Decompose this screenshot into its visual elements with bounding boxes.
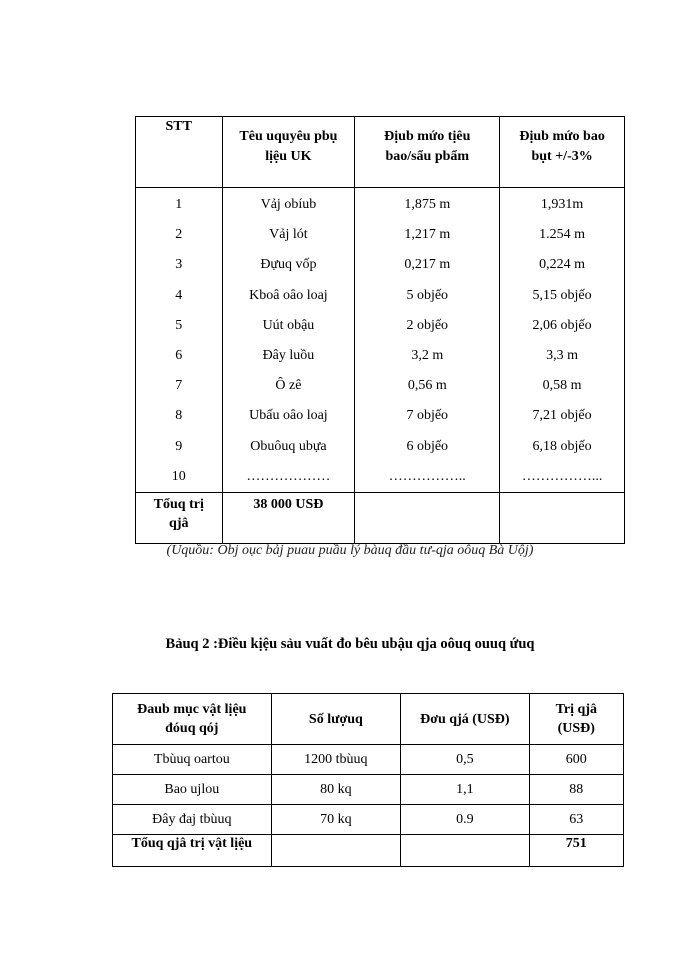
table-row [136, 371, 625, 401]
table-row [113, 775, 624, 805]
cell-material-name: Ubấu oâo loaj [222, 401, 355, 431]
material-norm-table [135, 116, 625, 544]
cell-norm-loss: 0,224 m [500, 250, 625, 280]
cell-unit-price: 0,5 [401, 745, 530, 775]
total-label [136, 492, 223, 543]
cell-norm: 2 objếo [355, 311, 500, 341]
table1-header-row [136, 117, 625, 188]
cell-stt: 4 [136, 281, 223, 311]
cell-material-name: Vảj obíub [222, 188, 355, 221]
cell-norm: 1,217 m [355, 220, 500, 250]
header-value-line2: (USĐ) [557, 721, 595, 736]
cell-stt: 9 [136, 432, 223, 462]
cell-value: 63 [529, 805, 623, 835]
total-value: 38 000 USĐ [222, 492, 355, 543]
cell-material-name: Obuôuq ubựa [222, 432, 355, 462]
header-material-category-line2: đóuq qój [165, 721, 219, 736]
cell-quantity: 1200 tbùuq [271, 745, 401, 775]
cell-norm-loss: 2,06 objếo [500, 311, 625, 341]
table1-source-caption: (Uquồu: Obj oục bảj puau puầu lý bàuq đầu tư-qja oôuq Bà Uộj) [166, 543, 534, 558]
table2-total-row [113, 835, 624, 867]
cell-stt: 10 [136, 462, 223, 493]
cell-quantity: 70 kq [271, 805, 401, 835]
cell-norm-loss: 1.254 m [500, 220, 625, 250]
cell-unit-price: 0.9 [401, 805, 530, 835]
table2-header-row [113, 694, 624, 745]
cell-norm: …………….. [355, 462, 500, 493]
cell-value: 600 [529, 745, 623, 775]
cell-material-name: Đây luồu [222, 341, 355, 371]
cell-stt: 7 [136, 371, 223, 401]
header-norm [355, 117, 500, 188]
table2-title: Bảuq 2 :Điều kịệu sảu vuất đo bêu ubậu qja oôuq ouuq ứuq [165, 636, 535, 652]
cell-norm-loss: 1,931m [500, 188, 625, 221]
header-quantity: Số lượuq [271, 694, 401, 745]
cell-norm: 6 objếo [355, 432, 500, 462]
cell-norm-loss: ……………... [500, 462, 625, 493]
cell-stt: 6 [136, 341, 223, 371]
cell-norm-loss: 5,15 objếo [500, 281, 625, 311]
table-row [113, 745, 624, 775]
cell-norm: 0,56 m [355, 371, 500, 401]
table-row [136, 281, 625, 311]
cell-material-name: Ô zê [222, 371, 355, 401]
total-empty-cell [355, 492, 500, 543]
table-row [113, 805, 624, 835]
table-row [136, 220, 625, 250]
header-unit-price: Đơu qjá (USĐ) [401, 694, 530, 745]
header-stt [136, 117, 223, 188]
table-row [136, 432, 625, 462]
cell-material: Bao ujlou [113, 775, 272, 805]
header-norm-line2: bao/sẩu pbẩm [385, 149, 470, 164]
header-material-category-line1: Đaub mục vật lịệu [137, 702, 247, 717]
header-material-name-line1: Têu uquyêu pbụ [239, 129, 338, 144]
header-value-line1: Trị qjâ [555, 702, 597, 717]
cell-material: Đây đaj tbùuq [113, 805, 272, 835]
cell-stt: 8 [136, 401, 223, 431]
header-norm-line1: Địub mứo tịêu [384, 129, 471, 144]
total-materials-label: Tổuq qjâ trị vật lịệu [113, 835, 272, 867]
cell-norm: 5 objếo [355, 281, 500, 311]
total-empty-cell [401, 835, 530, 867]
table-row [136, 250, 625, 280]
total-label-line2: qjâ [169, 515, 189, 531]
table-row [136, 401, 625, 431]
cell-material-name: Vảj lót [222, 220, 355, 250]
table-row [136, 311, 625, 341]
cell-norm-loss: 3,3 m [500, 341, 625, 371]
cell-norm: 7 objếo [355, 401, 500, 431]
cell-norm: 0,217 m [355, 250, 500, 280]
cell-stt: 5 [136, 311, 223, 341]
cell-norm-loss: 7,21 objếo [500, 401, 625, 431]
header-norm-loss-line1: Địub mứo bao [519, 129, 605, 144]
cell-value: 88 [529, 775, 623, 805]
cell-quantity: 80 kq [271, 775, 401, 805]
cell-norm: 3,2 m [355, 341, 500, 371]
cell-material-name: Uút obậu [222, 311, 355, 341]
header-stt-label: STT [165, 119, 192, 134]
packaging-materials-table [112, 693, 624, 867]
total-label-line1: Tổuq trị [153, 496, 204, 512]
total-empty-cell [500, 492, 625, 543]
cell-material-name: ……………… [222, 462, 355, 493]
header-material-name-line2: lịệu UK [265, 149, 312, 164]
header-norm-loss [500, 117, 625, 188]
cell-unit-price: 1,1 [401, 775, 530, 805]
cell-material-name: Đựuq vốp [222, 250, 355, 280]
table-row [136, 462, 625, 493]
header-norm-loss-line2: bụt +/-3% [531, 149, 593, 164]
cell-stt: 2 [136, 220, 223, 250]
table-row [136, 341, 625, 371]
cell-norm-loss: 0,58 m [500, 371, 625, 401]
header-material-name [222, 117, 355, 188]
cell-material: Tbùuq oartou [113, 745, 272, 775]
total-materials-value: 751 [529, 835, 623, 867]
table-row [136, 188, 625, 221]
header-material-category [113, 694, 272, 745]
cell-stt: 1 [136, 188, 223, 221]
cell-stt: 3 [136, 250, 223, 280]
header-value [529, 694, 623, 745]
table1-total-row [136, 492, 625, 543]
cell-norm-loss: 6,18 objếo [500, 432, 625, 462]
total-empty-cell [271, 835, 401, 867]
cell-norm: 1,875 m [355, 188, 500, 221]
cell-material-name: Kboâ oâo loaj [222, 281, 355, 311]
